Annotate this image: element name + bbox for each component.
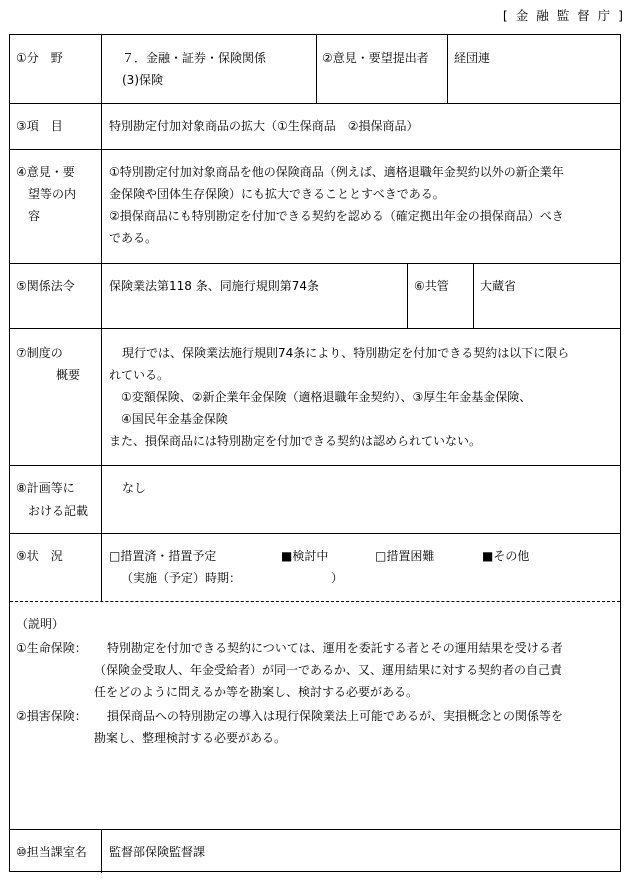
life-insurance-line: 特別勘定を付加できる契約については、運用を委託する者とその運用結果を受ける者	[107, 641, 563, 655]
dashed-divider	[10, 601, 620, 602]
opinion-line: ①特別勘定付加対象商品を他の保険商品（例えば、適格退職年金契約以外の新企業年	[109, 165, 564, 179]
opinion-line: ②損保商品にも特別勘定を付加できる契約を認める（確定拠出年金の損保商品）べき	[109, 209, 564, 223]
field-label: ①分 野	[16, 51, 63, 65]
opinion-label-line1: ④意見・要	[16, 165, 75, 179]
life-insurance-line: 任をどのように問えるか等を勘案し、検討する必要がある。	[94, 685, 419, 699]
jurisdiction-label: ⑥共管	[414, 279, 449, 293]
jurisdiction-value: 大蔵省	[480, 279, 517, 293]
system-line: 現行では、保険業法施行規則74条により、特別勘定を付加できる契約は以下に限ら	[122, 346, 570, 360]
status-option-difficult: □措置困難	[375, 549, 435, 563]
system-line: また、損保商品には特別勘定を付加できる契約は認められていない。	[109, 434, 482, 448]
law-label: ⑤関係法令	[16, 279, 75, 293]
label-column-divider	[101, 35, 102, 601]
column-divider	[407, 263, 408, 328]
column-divider	[473, 263, 474, 328]
system-line: ①変額保険、②新企業年金保険（適格退職年金契約）、③厚生年金基金保険、	[121, 390, 532, 404]
opinion-line: 金保険や団体生存保険）にも拡大できることとすべきである。	[109, 187, 445, 201]
plan-label-line1: ⑧計画等に	[16, 481, 75, 495]
opinion-line: である。	[109, 231, 158, 245]
item-value: 特別勘定付加対象商品の拡大（①生保商品 ②損保商品）	[109, 119, 419, 133]
nonlife-insurance-line: 勘案し、整理検討する必要がある。	[94, 731, 287, 745]
field-value-line1: ７．金融・証券・保険関係	[122, 51, 267, 65]
department-label: ⑩担当課室名	[16, 845, 87, 859]
opinion-form	[9, 34, 621, 872]
nonlife-insurance-line: 損保商品への特別勘定の導入は現行保険業法上可能であるが、実損概念との関係等を	[107, 709, 564, 723]
system-label-line2: 概要	[56, 368, 81, 382]
column-divider	[447, 35, 448, 103]
status-option-other: ■その他	[482, 549, 530, 563]
opinion-label-line2: 望等の内	[28, 187, 77, 201]
life-insurance-line: （保険金受取人、年金受給者）が同一であるか、又、運用結果に対する契約者の自己責	[94, 663, 563, 677]
status-label: ⑨状 況	[16, 549, 63, 563]
nonlife-insurance-label: ②損害保険：	[16, 709, 87, 723]
status-option-implemented: □措置済・措置予定	[109, 549, 217, 563]
plan-value: なし	[122, 481, 147, 495]
opinion-label-line3: 容	[28, 209, 41, 223]
status-schedule: （実施（予定）時期： ）	[121, 571, 344, 585]
plan-label-line2: おける記載	[28, 504, 89, 518]
system-line: ④国民年金基金保険	[121, 412, 228, 426]
law-value: 保険業法第118 条、同施行規則第74条	[109, 279, 319, 293]
column-divider	[316, 35, 317, 103]
dashed-column-divider	[101, 533, 102, 601]
submitter-value: 経団連	[454, 51, 491, 65]
department-value: 監督部保険監督課	[109, 845, 206, 859]
system-line: れている。	[109, 368, 170, 382]
status-option-under-review: ■検討中	[281, 549, 329, 563]
explanation-heading: （説明）	[16, 617, 65, 631]
item-label: ③項 目	[16, 119, 63, 133]
submitter-label: ②意見・要望提出者	[322, 51, 429, 65]
label-column-divider	[101, 829, 102, 873]
life-insurance-label: ①生命保険：	[16, 641, 87, 655]
agency-header: [ 金 融 監 督 庁 ]	[502, 8, 625, 23]
field-value-line2: (3)保険	[122, 73, 163, 87]
system-label-line1: ⑦制度の	[16, 346, 63, 360]
